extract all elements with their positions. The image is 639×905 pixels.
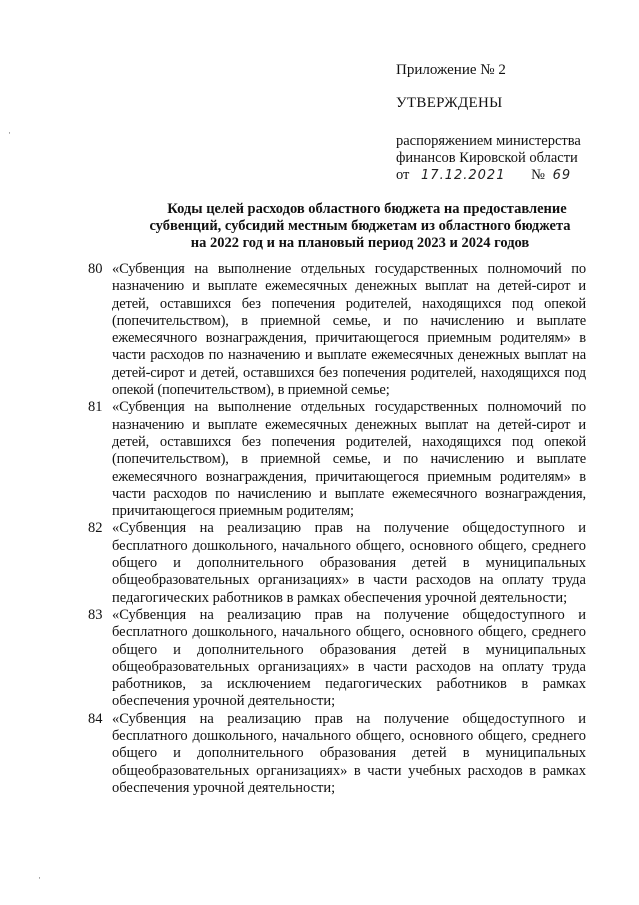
- item-text: «Субвенция на реализацию прав на получение общедоступного и бесплатного дошкольного, начального общего, основного общего, среднего общего и дополнительного образования детей в муниципальных общеобразовательных организациях» в части учебных расходов в рамках обеспечения урочной деятельности;: [112, 710, 586, 796]
- title-line-2: субвенций, субсидий местным бюджетам из областного бюджета: [149, 218, 571, 234]
- scan-speck: ·: [38, 873, 41, 883]
- item-number: 84: [88, 710, 103, 727]
- annex-label: Приложение № 2: [396, 62, 506, 78]
- document-title: [100, 201, 620, 252]
- title-line-3: на 2022 год и на плановый период 2023 и 2024 годов: [190, 235, 530, 251]
- item-text: «Субвенция на реализацию прав на получение общедоступного и бесплатного дошкольного, начального общего, основного общего, среднего общего и дополнительного образования детей в муниципальных общеобразовательных организациях» в части расходов на оплату труда педагогических работников в рамках обеспечения урочной деятельности;: [112, 520, 586, 606]
- item-number: 80: [88, 261, 103, 277]
- item-text: «Субвенция на реализацию прав на получение общедоступного и бесплатного дошкольного, начального общего, основного общего, среднего общего и дополнительного образования детей в муниципальных общеобразовательных организациях» в части расходов на оплату труда работников, за исключением педагогических работников в рамках обеспечения урочной деятельности;: [112, 606, 586, 710]
- list-item: [88, 520, 608, 606]
- item-number: 83: [88, 606, 103, 623]
- item-text: «Субвенция на выполнение отдельных государственных полномочий по назначению и выплате ежемесячных денежных выплат на детей-сирот и детей, оставшихся без попечения родителей, находящихся под опекой (попечительством), в приемной семье, и по начислению и выплате ежемесячного вознаграждения, причитающегося приемным родителям» в части расходов по начислению и выплате ежемесячного вознаграждения, причитающегося приемным родителям;: [112, 399, 586, 520]
- handwritten-number: 69: [552, 168, 572, 183]
- list-item: [88, 261, 608, 399]
- title-line-1: Коды целей расходов областного бюджета на предоставление: [167, 201, 567, 217]
- item-number: 81: [88, 399, 103, 416]
- item-text: «Субвенция на выполнение отдельных государственных полномочий по назначению и выплате ежемесячных денежных выплат на детей-сирот и детей, оставшихся без попечения родителей, находящихся под опекой (попечительством), в приемной семье, и по начислению и выплате ежемесячного вознаграждения, причитающегося приемным родителям» в части расходов по назначению и выплате ежемесячных денежных выплат на детей-сирот и детей, оставшихся без попечения родителей, находящихся под опекой (попечительством), в приемной семье;: [112, 261, 586, 399]
- number-prefix: №: [531, 167, 545, 183]
- list-item: [88, 399, 608, 520]
- list-item: [88, 607, 608, 711]
- approved-label: УТВЕРЖДЕНЫ: [396, 95, 503, 111]
- item-number: 82: [88, 520, 103, 537]
- date-prefix: от: [396, 167, 410, 183]
- order-date-number: [396, 167, 581, 184]
- list-item: [88, 711, 608, 797]
- order-reference: [396, 133, 581, 184]
- handwritten-date: 17.12.2021: [421, 168, 506, 183]
- codes-list: [88, 261, 608, 797]
- order-line-2: финансов Кировской области: [396, 150, 578, 166]
- scan-speck: ·: [8, 128, 11, 138]
- order-line-1: распоряжением министерства: [396, 133, 581, 149]
